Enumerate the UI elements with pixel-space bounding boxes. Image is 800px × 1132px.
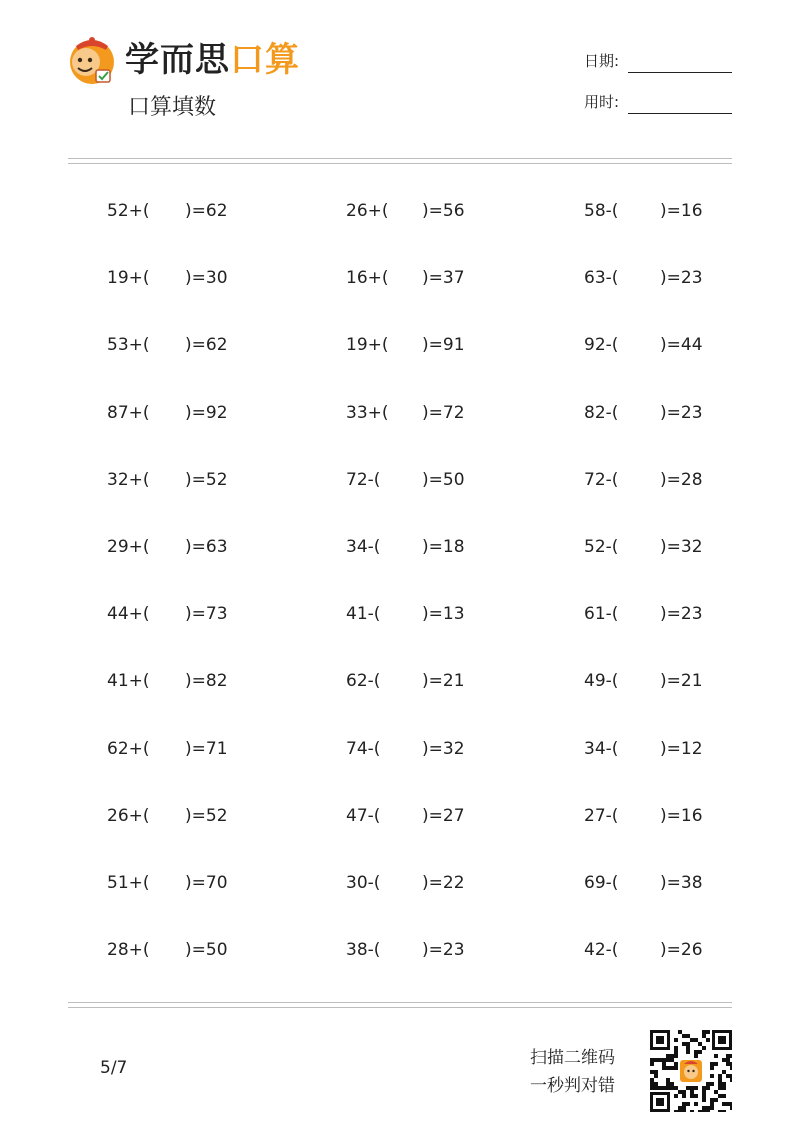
answer-blank[interactable] bbox=[616, 671, 660, 691]
answer-blank[interactable] bbox=[378, 537, 422, 557]
monkey-logo-icon bbox=[66, 34, 118, 86]
problem-right: )=71 bbox=[185, 739, 228, 759]
problem-left: 28+( bbox=[107, 940, 150, 960]
problem-left: 41-( bbox=[346, 604, 381, 624]
problem-left: 41+( bbox=[107, 671, 150, 691]
problem-right: )=56 bbox=[422, 201, 465, 221]
problem-left: 52-( bbox=[584, 537, 619, 557]
problem-right: )=73 bbox=[185, 604, 228, 624]
answer-blank[interactable] bbox=[616, 873, 660, 893]
problem-left: 63-( bbox=[584, 268, 619, 288]
answer-blank[interactable] bbox=[378, 604, 422, 624]
footer-divider-bottom bbox=[68, 1007, 732, 1008]
qr-code-icon[interactable] bbox=[650, 1030, 732, 1112]
problem-right: )=32 bbox=[422, 739, 465, 759]
scan-line-2: 一秒判对错 bbox=[530, 1076, 615, 1096]
answer-blank[interactable] bbox=[378, 201, 422, 221]
scan-instruction bbox=[530, 1044, 615, 1100]
problem-left: 26+( bbox=[346, 201, 389, 221]
answer-blank[interactable] bbox=[140, 470, 185, 490]
answer-blank[interactable] bbox=[378, 268, 422, 288]
problem-right: )=27 bbox=[422, 806, 465, 826]
answer-blank[interactable] bbox=[140, 739, 185, 759]
problem-right: )=28 bbox=[660, 470, 703, 490]
problem-left: 16+( bbox=[346, 268, 389, 288]
answer-blank[interactable] bbox=[378, 671, 422, 691]
problem-left: 38-( bbox=[346, 940, 381, 960]
answer-blank[interactable] bbox=[378, 335, 422, 355]
problem-right: )=23 bbox=[660, 268, 703, 288]
problem-left: 92-( bbox=[584, 335, 619, 355]
problem-left: 52+( bbox=[107, 201, 150, 221]
problem-right: )=91 bbox=[422, 335, 465, 355]
problem-left: 82-( bbox=[584, 403, 619, 423]
problem-left: 47-( bbox=[346, 806, 381, 826]
footer-divider-top bbox=[68, 1002, 732, 1003]
problem-right: )=63 bbox=[185, 537, 228, 557]
problem-left: 30-( bbox=[346, 873, 381, 893]
problem-right: )=30 bbox=[185, 268, 228, 288]
problem-right: )=21 bbox=[660, 671, 703, 691]
answer-blank[interactable] bbox=[140, 873, 185, 893]
problem-left: 72-( bbox=[584, 470, 619, 490]
problem-right: )=37 bbox=[422, 268, 465, 288]
problem-left: 69-( bbox=[584, 873, 619, 893]
problem-left: 27-( bbox=[584, 806, 619, 826]
problem-right: )=26 bbox=[660, 940, 703, 960]
answer-blank[interactable] bbox=[140, 604, 185, 624]
problem-right: )=23 bbox=[660, 403, 703, 423]
problem-right: )=16 bbox=[660, 806, 703, 826]
problem-right: )=50 bbox=[185, 940, 228, 960]
answer-blank[interactable] bbox=[378, 873, 422, 893]
problem-right: )=16 bbox=[660, 201, 703, 221]
answer-blank[interactable] bbox=[140, 268, 185, 288]
problem-right: )=23 bbox=[422, 940, 465, 960]
page-number: 5/7 bbox=[100, 1058, 128, 1078]
answer-blank[interactable] bbox=[616, 470, 660, 490]
answer-blank[interactable] bbox=[616, 604, 660, 624]
time-field[interactable] bbox=[584, 91, 619, 112]
problem-right: )=52 bbox=[185, 470, 228, 490]
answer-blank[interactable] bbox=[616, 537, 660, 557]
problem-left: 19+( bbox=[107, 268, 150, 288]
problem-left: 62-( bbox=[346, 671, 381, 691]
answer-blank[interactable] bbox=[616, 335, 660, 355]
problem-right: )=72 bbox=[422, 403, 465, 423]
page-subtitle: 口算填数 bbox=[128, 95, 217, 120]
answer-blank[interactable] bbox=[616, 739, 660, 759]
date-field[interactable] bbox=[584, 50, 619, 71]
problem-left: 49-( bbox=[584, 671, 619, 691]
problem-left: 33+( bbox=[346, 403, 389, 423]
time-label: 用时: bbox=[584, 93, 620, 111]
answer-blank[interactable] bbox=[140, 335, 185, 355]
problem-right: )=50 bbox=[422, 470, 465, 490]
scan-line-1: 扫描二维码 bbox=[530, 1048, 615, 1068]
problem-left: 26+( bbox=[107, 806, 150, 826]
answer-blank[interactable] bbox=[140, 671, 185, 691]
answer-blank[interactable] bbox=[616, 201, 660, 221]
problem-left: 32+( bbox=[107, 470, 150, 490]
brand-accent: 口算 bbox=[230, 40, 300, 80]
answer-blank[interactable] bbox=[140, 537, 185, 557]
problem-right: )=44 bbox=[660, 335, 703, 355]
header-divider-bottom bbox=[68, 163, 732, 164]
answer-blank[interactable] bbox=[378, 940, 422, 960]
problem-left: 87+( bbox=[107, 403, 150, 423]
problem-left: 62+( bbox=[107, 739, 150, 759]
answer-blank[interactable] bbox=[140, 201, 185, 221]
problem-right: )=18 bbox=[422, 537, 465, 557]
problem-left: 58-( bbox=[584, 201, 619, 221]
answer-blank[interactable] bbox=[616, 268, 660, 288]
date-underline bbox=[628, 72, 732, 73]
problem-right: )=13 bbox=[422, 604, 465, 624]
answer-blank[interactable] bbox=[378, 470, 422, 490]
problem-right: )=22 bbox=[422, 873, 465, 893]
brand-title bbox=[125, 38, 300, 82]
header-divider-top bbox=[68, 158, 732, 159]
answer-blank[interactable] bbox=[616, 806, 660, 826]
problem-right: )=23 bbox=[660, 604, 703, 624]
answer-blank[interactable] bbox=[616, 403, 660, 423]
answer-blank[interactable] bbox=[140, 940, 185, 960]
problem-left: 29+( bbox=[107, 537, 150, 557]
problem-right: )=52 bbox=[185, 806, 228, 826]
problem-left: 51+( bbox=[107, 873, 150, 893]
date-label: 日期: bbox=[584, 52, 620, 70]
problem-right: )=62 bbox=[185, 201, 228, 221]
problem-right: )=38 bbox=[660, 873, 703, 893]
problem-right: )=70 bbox=[185, 873, 228, 893]
answer-blank[interactable] bbox=[378, 806, 422, 826]
answer-blank[interactable] bbox=[616, 940, 660, 960]
problem-right: )=32 bbox=[660, 537, 703, 557]
problem-left: 19+( bbox=[346, 335, 389, 355]
problem-left: 44+( bbox=[107, 604, 150, 624]
problem-left: 34-( bbox=[346, 537, 381, 557]
problem-left: 42-( bbox=[584, 940, 619, 960]
problem-left: 34-( bbox=[584, 739, 619, 759]
problem-right: )=21 bbox=[422, 671, 465, 691]
problem-left: 74-( bbox=[346, 739, 381, 759]
problem-left: 61-( bbox=[584, 604, 619, 624]
problem-right: )=92 bbox=[185, 403, 228, 423]
answer-blank[interactable] bbox=[378, 739, 422, 759]
problem-left: 72-( bbox=[346, 470, 381, 490]
brand-main: 学而思 bbox=[125, 40, 230, 80]
answer-blank[interactable] bbox=[140, 403, 185, 423]
problem-right: )=12 bbox=[660, 739, 703, 759]
problem-left: 53+( bbox=[107, 335, 150, 355]
problem-right: )=82 bbox=[185, 671, 228, 691]
time-underline bbox=[628, 113, 732, 114]
answer-blank[interactable] bbox=[140, 806, 185, 826]
problem-right: )=62 bbox=[185, 335, 228, 355]
answer-blank[interactable] bbox=[378, 403, 422, 423]
